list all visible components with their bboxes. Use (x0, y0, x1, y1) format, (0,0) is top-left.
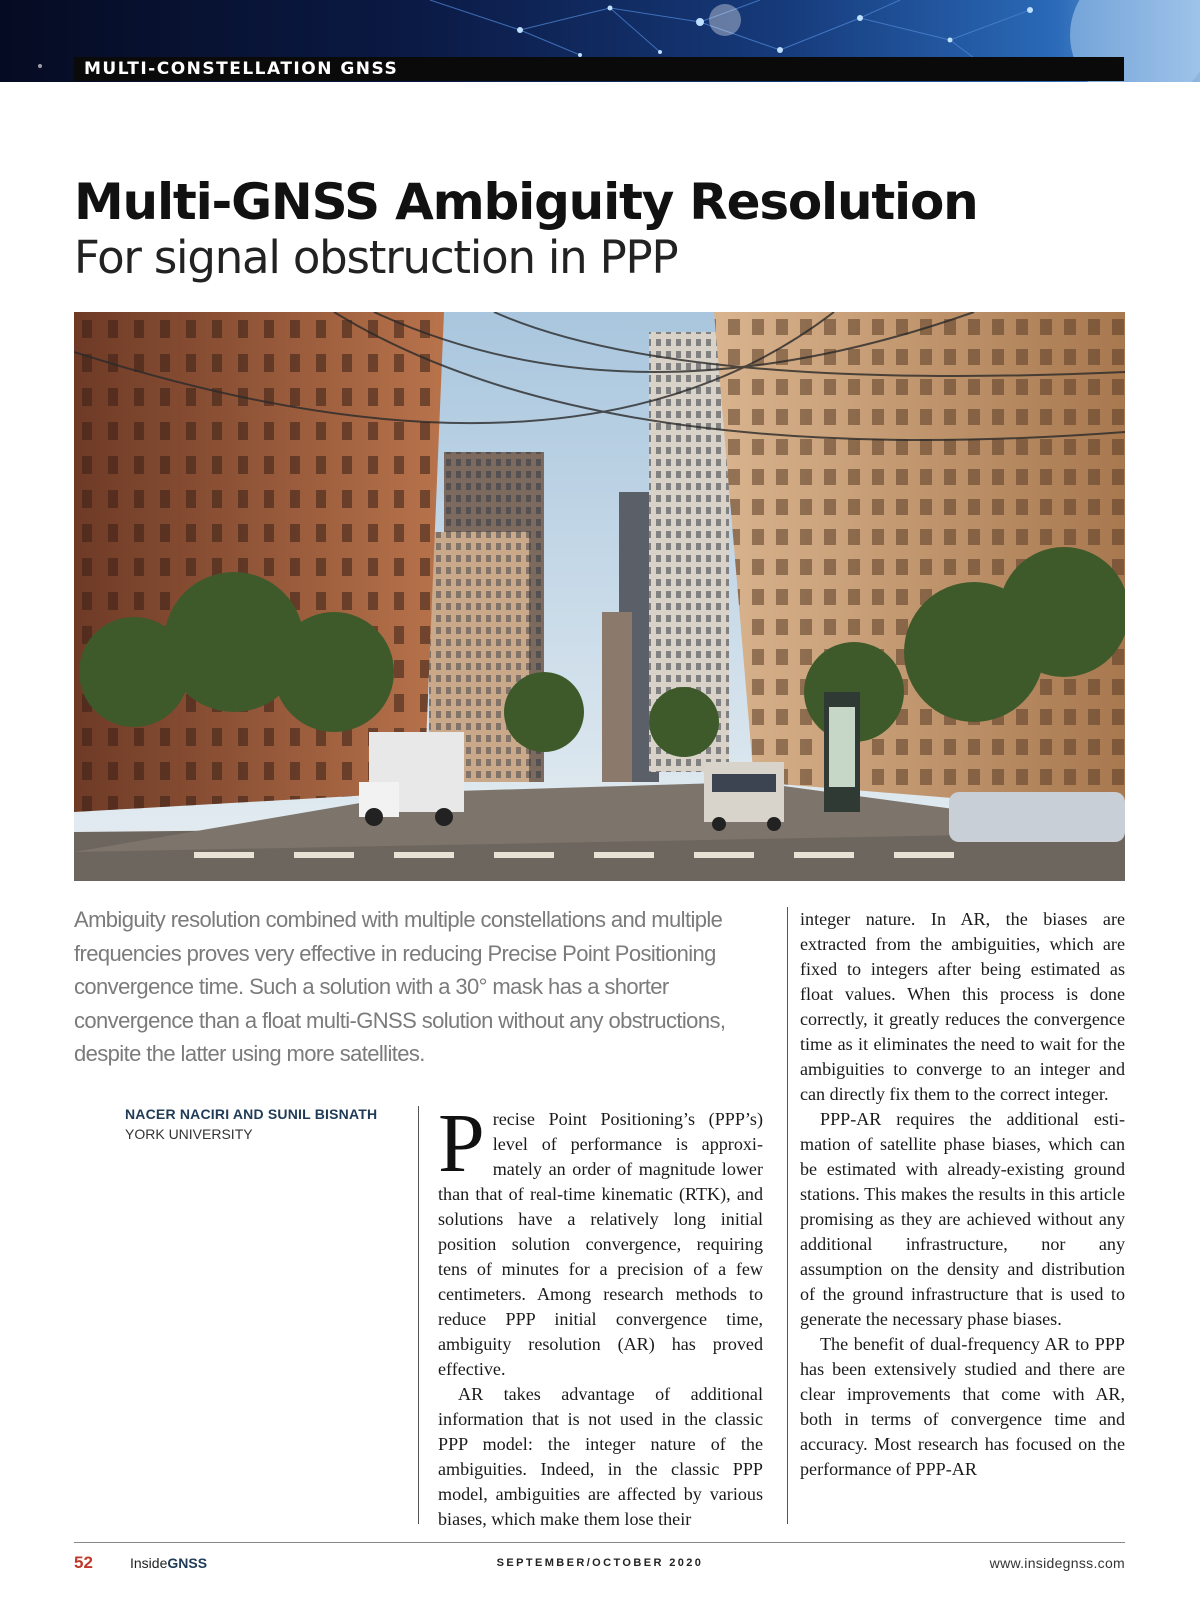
column-rule (418, 1106, 419, 1524)
section-bar (74, 57, 1124, 81)
body-text: recise Point Positioning’s (PPP’s) level of performance is approximately an order of magnitude lower than that of real-time kinematic (RTK), and solutions have a relatively long initial position solution convergence, requiring tens of minutes for a precision of a few centimeters. Among research methods to reduce PPP initial convergence time, ambiguity resolution (AR) has proved effective. (438, 1109, 763, 1379)
section-label: MULTI-CONSTELLATION GNSS (84, 59, 399, 79)
issue-date: SEPTEMBER/OCTOBER 2020 (496, 1557, 704, 1569)
body-column-2 (800, 907, 1125, 1482)
footer-rule (74, 1542, 1125, 1543)
body-column-1 (438, 1097, 763, 1532)
header-banner (0, 0, 1200, 82)
magazine-suffix: GNSS (167, 1555, 208, 1571)
article-deck: Ambiguity resolution combined with multiple constellations and multiple frequencies proves very effective in reducing Precise Point Positioning convergence time. Such a solution with a 30° mask has a shorter convergence than a float multi-GNSS solution without any obstructions, despite the latter using more satellites. (74, 907, 726, 1066)
page-number: 52 (74, 1553, 93, 1572)
article-subtitle: For signal obstruction in PPP (74, 231, 678, 284)
body-paragraph: AR takes advantage of additional information that is not used in the classic PPP model: the integer nature of the ambiguities. Indeed, in the classic PPP model, ambiguities are affected by various biases, which make them lose their (438, 1384, 763, 1529)
article-title: Multi-GNSS Ambiguity Resolution (74, 173, 978, 231)
authors: NACER NACIRI AND SUNIL BISNATH (125, 1106, 378, 1122)
affiliation: YORK UNIVERSITY (125, 1126, 253, 1142)
byline (125, 1106, 377, 1142)
body-paragraph: integer nature. In AR, the biases are extracted from the ambiguities, which are fixed to integers after being estimated as float values. When this process is done correctly, it greatly reduces the convergence time as it eliminates the need to wait for the ambiguities to converge to an integer and can directly fix them to the correct integer. (800, 909, 1125, 1104)
column-rule (787, 907, 788, 1524)
magazine-prefix: Inside (130, 1555, 168, 1571)
website-link[interactable]: www.insidegnss.com (989, 1555, 1125, 1571)
drop-cap: P (438, 1097, 485, 1190)
street-canyon-photo (74, 312, 1125, 881)
body-paragraph (438, 1097, 763, 1382)
body-paragraph: PPP-AR requires the additional estimation of satellite phase biases, which can be estimated with already-existing ground stations. This makes the results in this article promising as they are achieved without any additional infrastructure, nor any assumption on the density and distribution of the ground infrastructure that is used to generate the necessary phase biases. (800, 1109, 1125, 1329)
body-paragraph: The benefit of dual-frequency AR to PPP has been extensively studied and there are clear improvements that come with AR, both in terms of convergence time and accuracy. Most research has focused on the performance of PPP-AR (800, 1334, 1125, 1479)
